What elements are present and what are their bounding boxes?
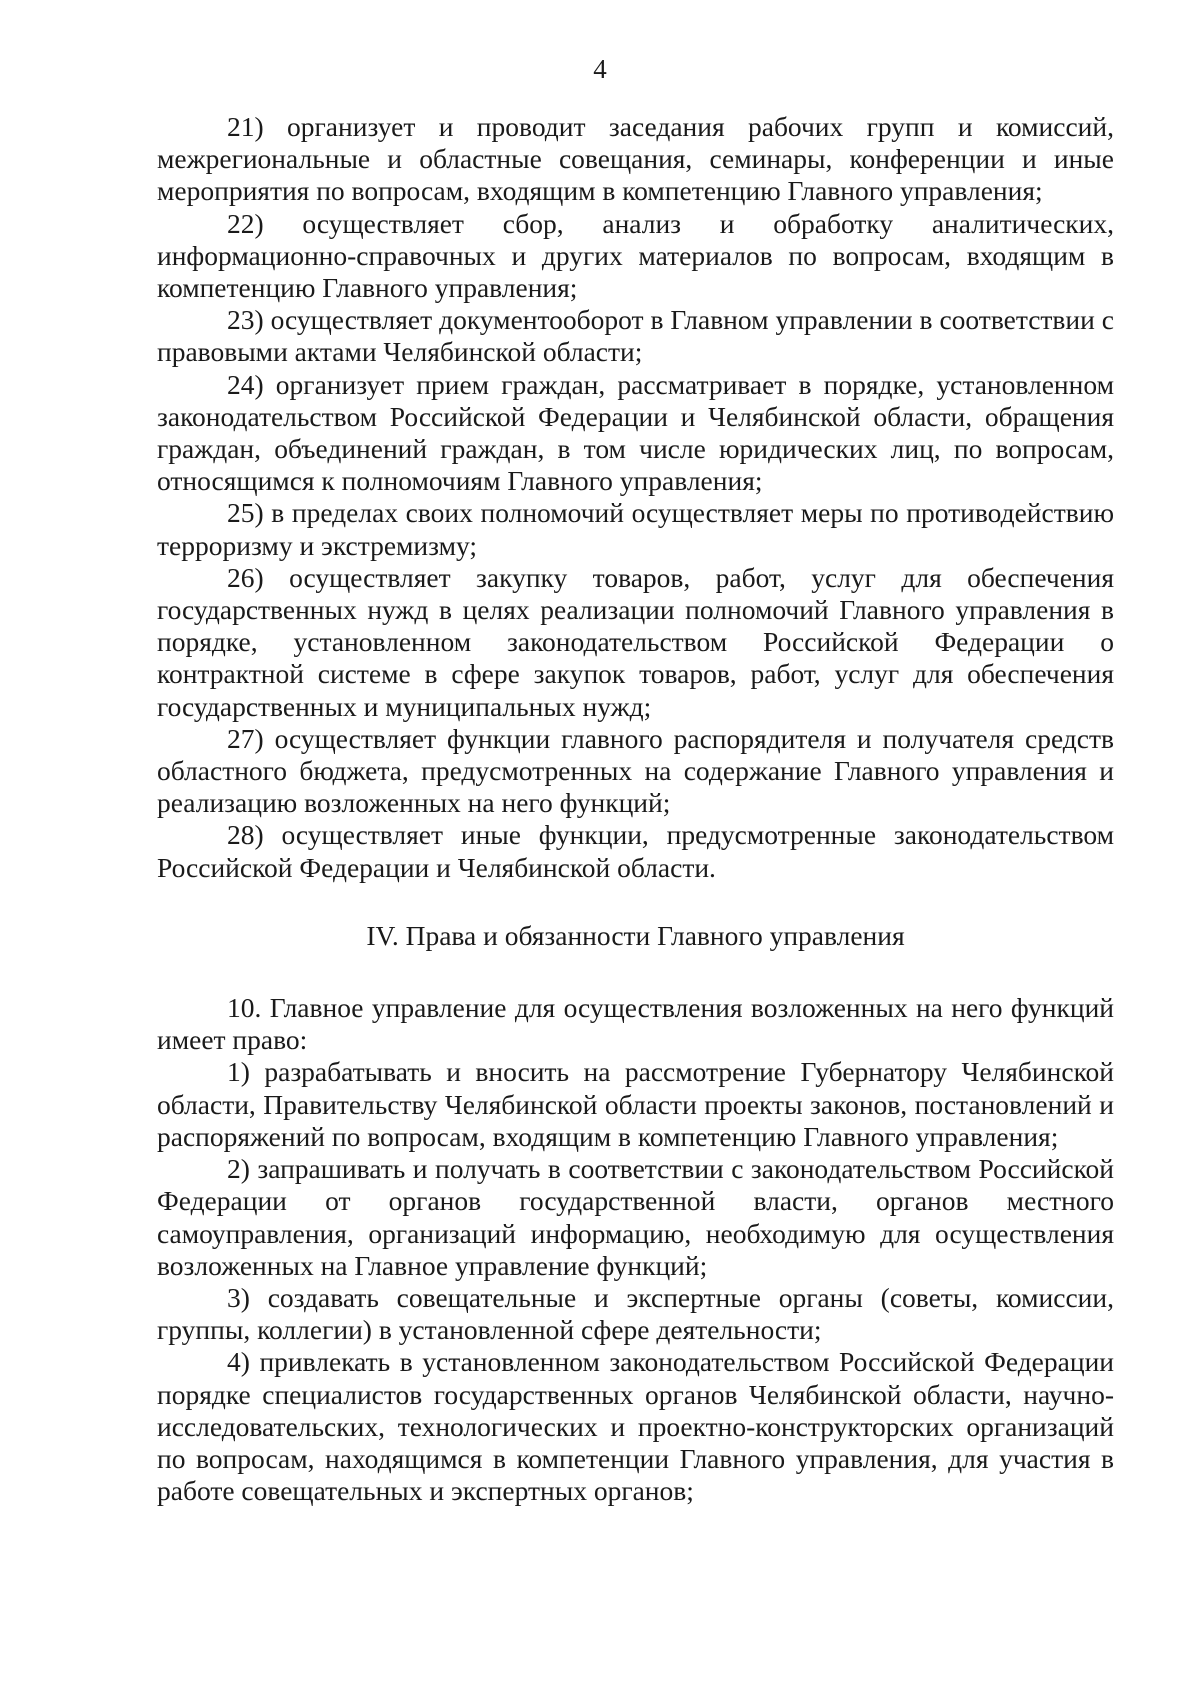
paragraph-right-3: 3) создавать совещательные и экспертные органы (советы, комиссии, группы, коллегии) в установленной сфере деятельности; [157,1281,1114,1346]
paragraph-item-26: 26) осуществляет закупку товаров, работ, услуг для обеспечения государственных нужд в целях реализации полномочий Главного управления в порядке, установленном законодательством Российской Федерации о контрактной системе в сфере закупок товаров, работ, услуг для обеспечения государственных и муниципальных нужд; [157,561,1114,722]
paragraph-item-24: 24) организует прием граждан, рассматривает в порядке, установленном законодательством Российской Федерации и Челябинской области, обращения граждан, объединений граждан, в том числе юридических лиц, по вопросам, относящимся к полномочиям Главного управления; [157,368,1114,497]
page-number: 4 [593,54,607,84]
paragraph-item-27: 27) осуществляет функции главного распорядителя и получателя средств областного бюджета, предусмотренных на содержание Главного управления и реализацию возложенных на него функций; [157,722,1114,819]
document-body [157,111,1114,1507]
paragraph-right-2: 2) запрашивать и получать в соответствии с законодательством Российской Федерации от органов государственной власти, органов местного самоуправления, организаций информацию, необходимую для осуществления возложенных на Главное управление функций; [157,1153,1114,1281]
paragraph-item-22: 22) осуществляет сбор, анализ и обработку аналитических, информационно-справочных и других материалов по вопросам, входящим в компетенцию Главного управления; [157,207,1114,304]
paragraph-item-28: 28) осуществляет иные функции, предусмотренные законодательством Российской Федерации и Челябинской области. [157,819,1114,883]
paragraph-item-21: 21) организует и проводит заседания рабочих групп и комиссий, межрегиональные и областные совещания, семинары, конференции и иные мероприятия по вопросам, входящим в компетенцию Главного управления; [157,111,1114,207]
paragraph-section-intro: 10. Главное управление для осуществления возложенных на него функций имеет право: [157,992,1114,1056]
section-title: IV. Права и обязанности Главного управления [366,919,905,951]
paragraph-item-23: 23) осуществляет документооборот в Главном управлении в соответствии с правовыми актами Челябинской области; [157,304,1114,368]
paragraph-right-1: 1) разрабатывать и вносить на рассмотрение Губернатору Челябинской области, Правительству Челябинской области проекты законов, постановлений и распоряжений по вопросам, входящим в компетенцию Главного управления; [157,1056,1114,1152]
paragraph-item-25: 25) в пределах своих полномочий осуществляет меры по противодействию терроризму и экстремизму; [157,497,1114,561]
paragraph-right-4: 4) привлекать в установленном законодательством Российской Федерации порядке специалистов государственных органов Челябинской области, научно-исследовательских, технологических и проектно-конструкторских организаций по вопросам, находящимся в компетенции Главного управления, для участия в работе совещательных и экспертных органов; [157,1346,1114,1507]
